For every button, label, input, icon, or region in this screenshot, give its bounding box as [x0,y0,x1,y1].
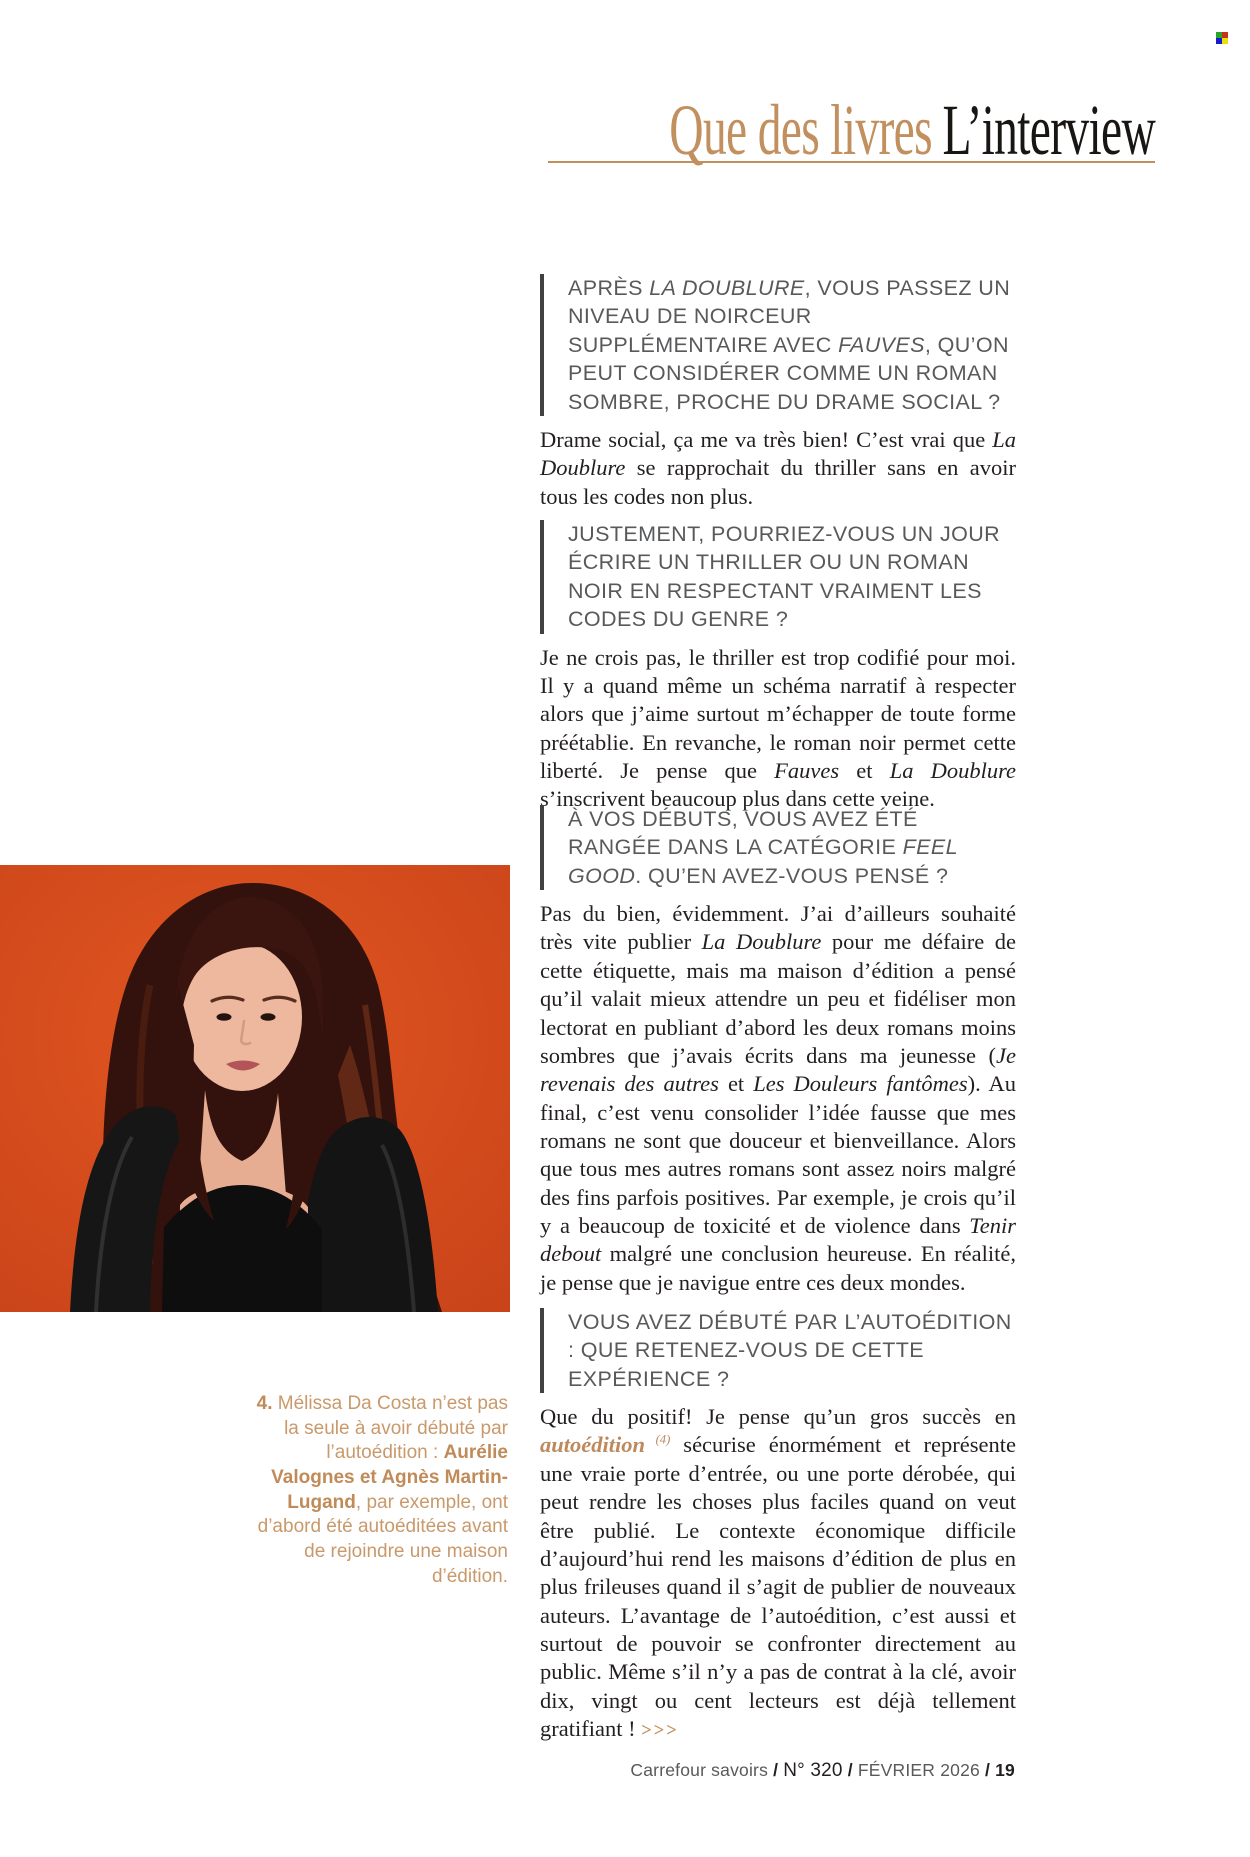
text-run: La Doublure [889,757,1017,783]
text-run: se rapprochait du thriller sans en avoir tous les codes non plus. [540,455,1016,509]
footer-separator: / [842,1760,858,1780]
text-run: s’inscrivent beaucoup plus dans cette veine. [540,786,935,812]
photo-caption [240,1392,508,1590]
interview-answer [540,426,1016,511]
portrait-photo [0,865,510,1312]
text-run: pour me défaire de cette étiquette, mais ma maison d’édition a pensé qu’il valait mieux attendre un peu et fidéliser mon lectorat en publiant d’abord les deux romans moins sombres que j’avais écrits dans ma jeunesse ( [540,929,1016,1068]
masthead [548,90,1155,170]
text-run: sécurise énormément et représente une vraie porte d’entrée, ou une porte dérobée, qui peut rendre les choses plus faciles quand on veut être publié. Le contexte économique difficile d’aujourd’hui rend les maisons d’édition de plus en plus frileuses quand il s’agit de publier de nouveaux auteurs. L’avantage de l’autoédition, c’est aussi et surtout de pouvoir se confronter directement au public. Même s’il n’y a pas de contrat à la clé, avoir dix, vingt ou cent lecteurs est déjà tellement gratifiant ! [540,1432,1016,1741]
text-run: Je revenais des autres [540,1042,1016,1097]
issue-number: N° 320 [783,1760,843,1781]
reg-square-yellow [1222,38,1228,44]
text-run: La Doublure [540,426,1016,481]
interview-question [540,520,1016,634]
text-run: Aurélie Valognes et Agnès Martin-Lugand [271,1442,508,1513]
interview-answer [540,900,1016,1297]
qa-section [540,1308,1016,1743]
text-run: Tenir debout [540,1212,1016,1267]
text-run: Fauves [774,757,840,783]
color-registration-mark-icon [1216,32,1228,44]
qa-section [540,805,1016,1297]
text-run: Drame social, ça me va très bien! C’est vrai que [540,426,993,452]
text-run: APRÈS [568,276,650,300]
qa-section [540,520,1016,814]
text-run: . QU’EN AVEZ-VOUS PENSÉ ? [635,863,949,888]
footer-text: Carrefour savoirs [630,1760,769,1780]
text-run: La Doublure [701,929,822,955]
text-run: VOUS AVEZ DÉBUTÉ PAR L’AUTOÉDITION : QUE RETENEZ-VOUS DE CETTE EXPÉRIENCE ? [568,1310,1012,1391]
page-footer [630,1760,1015,1782]
footer-separator: / [979,1760,996,1780]
text-run: 4. [256,1393,278,1414]
continuation-arrows-icon: >>> [641,1719,679,1740]
text-run: Que du positif! Je pense qu’un gros succès en [540,1404,1016,1430]
text-run: autoédition [540,1432,646,1458]
masthead-title [669,90,1155,170]
qa-section [540,274,1016,511]
text-run: et [839,757,890,783]
text-run: Les Douleurs fantômes [753,1071,968,1097]
text-run: malgré une conclusion heureuse. En réalité, je pense que je navigue entre ces deux mondes. [540,1241,1016,1295]
text-run: LA DOUBLURE [649,276,805,300]
interview-question [540,1308,1016,1393]
text-run: ). Au final, c’est venu consolider l’idée fausse que mes romans ne sont que douceur et bienveillance. Alors que tous mes autres romans sont assez noirs malgré des fins parfois positives. Par exemple, je crois qu’il y a beaucoup de toxicité et de violence dans [540,1071,1016,1238]
portrait-photo-art [0,865,510,1312]
interview-question [540,274,1016,416]
page-number: 19 [995,1760,1015,1780]
footer-separator: / [768,1760,784,1780]
footnote-reference: (4) [645,1432,671,1447]
text-run: , par exemple, ont d’abord été autoéditées avant de rejoindre une maison d’édition. [257,1491,508,1587]
text-run: , VOUS PASSEZ UN NIVEAU DE NOIRCEUR SUPPLÉMENTAIRE AVEC [568,276,1011,357]
page-kicker: L’interview [942,90,1155,170]
text-run: FAUVES [838,332,925,357]
text-run: Pas du bien, évidemment. J’ai d’ailleurs souhaité très vite publier [540,901,1016,955]
text-run: , QU’ON PEUT CONSIDÉRER COMME UN ROMAN SOMBRE, PROCHE DU DRAME SOCIAL ? [568,332,1009,414]
text-run: FEEL GOOD [568,835,958,888]
section-title: Que des livres [669,90,932,170]
text-run: Mélissa Da Costa n’est pas la seule à avoir débuté par l’autoédition : [277,1393,508,1464]
text-run: Je ne crois pas, le thriller est trop codifié pour moi. Il y a quand même un schéma narratif à respecter alors que j’aime surtout m’échapper de toute forme préétablie. En revanche, le roman noir permet cette liberté. Je pense que [540,644,1016,783]
interview-answer [540,644,1016,814]
text-run: et [718,1071,754,1097]
text-run: À VOS DÉBUTS, VOUS AVEZ ÉTÉ RANGÉE DANS LA CATÉGORIE [568,807,918,860]
text-run: JUSTEMENT, POURRIEZ-VOUS UN JOUR ÉCRIRE UN THRILLER OU UN ROMAN NOIR EN RESPECTANT VRAIMENT LES CODES DU GENRE ? [568,522,1001,632]
interview-answer [540,1403,1016,1743]
interview-question [540,805,1016,890]
footer-text: FÉVRIER 2026 [857,1760,980,1780]
